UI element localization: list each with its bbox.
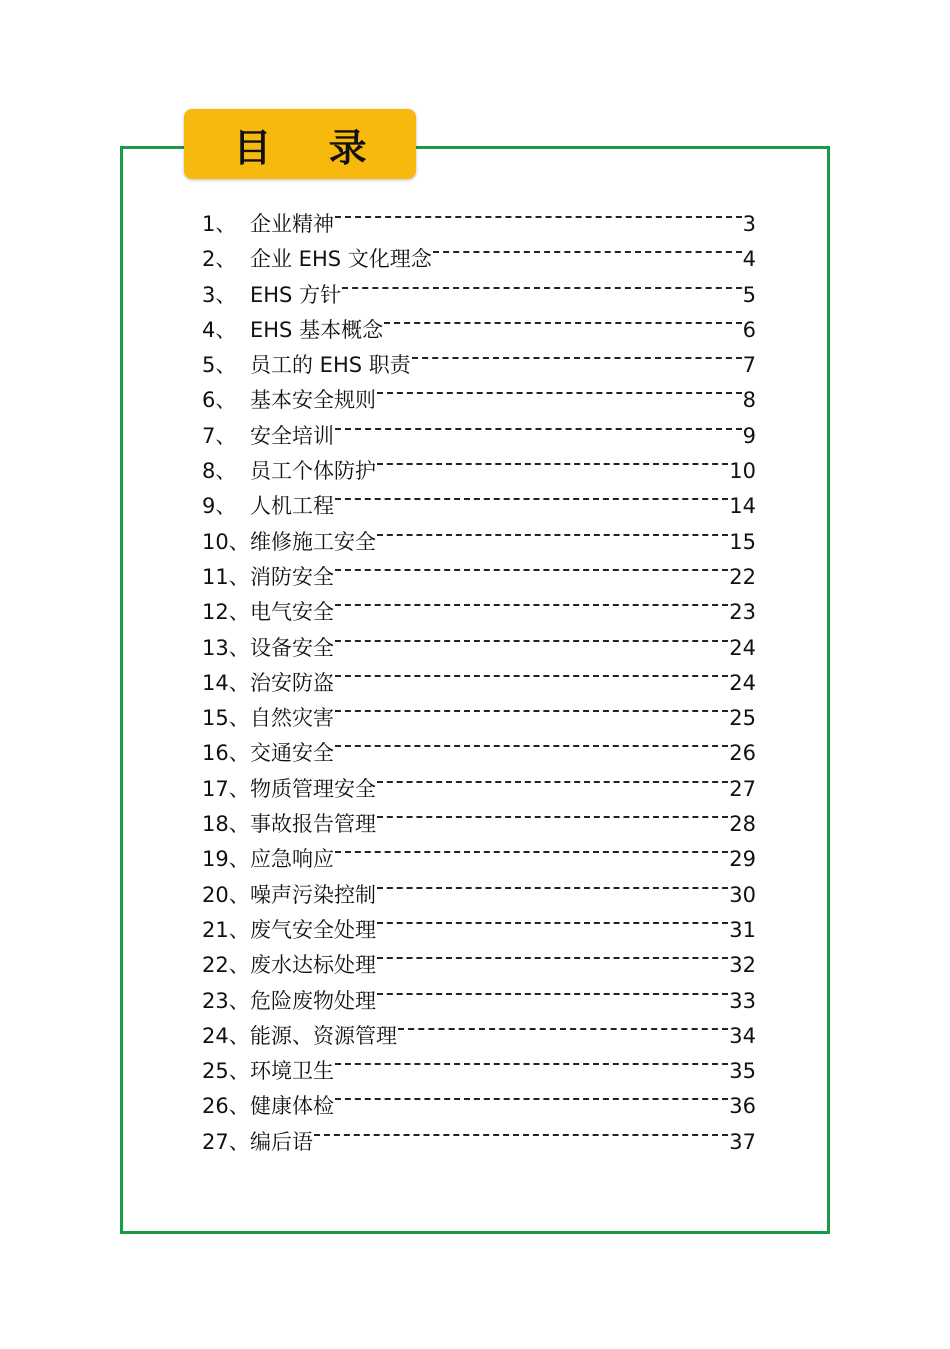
dot-leader (377, 796, 728, 831)
toc-title: 噪声污染控制 (250, 882, 376, 907)
toc-title: 废水达标处理 (250, 953, 376, 978)
dot-leader (377, 443, 728, 478)
dot-leader (335, 620, 728, 655)
dot-leader (377, 514, 728, 549)
toc-title: 员工个体防护 (250, 459, 376, 484)
dot-leader (335, 655, 728, 690)
toc-page: 8 (742, 388, 756, 413)
dot-leader (335, 478, 728, 513)
toc-number: 24、 (202, 1023, 250, 1048)
toc-title: 人机工程 (250, 494, 334, 519)
toc-title: EHS 基本概念 (250, 317, 384, 342)
dot-leader (377, 761, 728, 796)
toc-title: 电气安全 (250, 600, 334, 625)
dot-leader (335, 196, 742, 231)
toc-number: 7、 (202, 423, 237, 448)
toc-page: 29 (729, 847, 756, 872)
toc-number: 3、 (202, 282, 237, 307)
toc-number: 23、 (202, 988, 250, 1013)
toc-page: 24 (729, 670, 756, 695)
toc-page: 14 (729, 494, 756, 519)
toc-entry[interactable] (202, 196, 762, 236)
toc-page: 27 (729, 776, 756, 801)
dot-leader (342, 267, 742, 302)
table-of-contents (202, 196, 762, 1154)
toc-page: 22 (729, 564, 756, 589)
toc-title: 自然灾害 (250, 706, 334, 731)
toc-number: 20、 (202, 882, 250, 907)
toc-page: 36 (729, 1094, 756, 1119)
toc-number: 5、 (202, 353, 237, 378)
toc-page: 4 (742, 247, 756, 272)
toc-number: 6、 (202, 388, 237, 413)
toc-number: 16、 (202, 741, 250, 766)
toc-title: 维修施工安全 (250, 529, 376, 554)
toc-number: 8、 (202, 459, 237, 484)
dot-leader (314, 1114, 728, 1149)
toc-number: 18、 (202, 812, 250, 837)
toc-page: 9 (742, 423, 756, 448)
toc-number: 12、 (202, 600, 250, 625)
toc-page: 24 (729, 635, 756, 660)
dot-leader (335, 690, 728, 725)
dot-leader (335, 549, 728, 584)
toc-number: 22、 (202, 953, 250, 978)
toc-title: 危险废物处理 (250, 988, 376, 1013)
toc-title: 能源、资源管理 (250, 1023, 397, 1048)
toc-title: 消防安全 (250, 564, 334, 589)
toc-number: 2、 (202, 247, 237, 272)
toc-page: 6 (742, 317, 756, 342)
dot-leader (433, 231, 742, 266)
page-title: 目 录 (233, 125, 389, 170)
toc-number: 9、 (202, 494, 237, 519)
toc-number: 15、 (202, 706, 250, 731)
dot-leader (377, 867, 728, 902)
toc-title: 事故报告管理 (250, 812, 376, 837)
toc-number: 10、 (202, 529, 250, 554)
toc-page: 34 (729, 1023, 756, 1048)
dot-leader (398, 1008, 728, 1043)
dot-leader (335, 584, 728, 619)
dot-leader (384, 302, 742, 337)
toc-title: 编后语 (250, 1129, 313, 1154)
toc-title: 交通安全 (250, 741, 334, 766)
toc-page: 33 (729, 988, 756, 1013)
toc-title: 环境卫生 (250, 1059, 334, 1084)
toc-number: 11、 (202, 564, 250, 589)
toc-title: 健康体检 (250, 1094, 334, 1119)
toc-number: 17、 (202, 776, 250, 801)
toc-page: 23 (729, 600, 756, 625)
toc-number: 26、 (202, 1094, 250, 1119)
dot-leader (377, 973, 728, 1008)
toc-page: 37 (729, 1129, 756, 1154)
toc-title: 企业 EHS 文化理念 (250, 247, 432, 272)
toc-page: 25 (729, 706, 756, 731)
toc-page: 26 (729, 741, 756, 766)
toc-title: 物质管理安全 (250, 776, 376, 801)
toc-title: 企业精神 (250, 212, 334, 236)
dot-leader (335, 725, 728, 760)
toc-title: 废气安全处理 (250, 917, 376, 942)
toc-title: 员工的 EHS 职责 (250, 353, 411, 378)
dot-leader (335, 408, 742, 443)
toc-number: 27、 (202, 1129, 250, 1154)
toc-page: 30 (729, 882, 756, 907)
toc-page: 32 (729, 953, 756, 978)
dot-leader (335, 1078, 728, 1113)
dot-leader (335, 1043, 728, 1078)
toc-page: 7 (742, 353, 756, 378)
toc-page: 10 (729, 459, 756, 484)
toc-page: 35 (729, 1059, 756, 1084)
toc-title: 应急响应 (250, 847, 334, 872)
toc-page: 15 (729, 529, 756, 554)
toc-number: 4、 (202, 317, 237, 342)
toc-page: 31 (729, 917, 756, 942)
toc-title: 基本安全规则 (250, 388, 376, 413)
toc-title: EHS 方针 (250, 282, 342, 307)
toc-title: 设备安全 (250, 635, 334, 660)
toc-page: 5 (742, 282, 756, 307)
toc-title: 治安防盗 (250, 670, 334, 695)
toc-number: 19、 (202, 847, 250, 872)
toc-number: 13、 (202, 635, 250, 660)
title-tab (184, 109, 416, 179)
dot-leader (377, 937, 728, 972)
toc-number: 25、 (202, 1059, 250, 1084)
toc-number: 1、 (202, 212, 237, 236)
toc-page: 28 (729, 812, 756, 837)
toc-number: 21、 (202, 917, 250, 942)
dot-leader (377, 372, 742, 407)
dot-leader (335, 831, 728, 866)
toc-number: 14、 (202, 670, 250, 695)
dot-leader (412, 337, 742, 372)
toc-title: 安全培训 (250, 423, 334, 448)
toc-page: 3 (742, 212, 756, 236)
dot-leader (377, 902, 728, 937)
